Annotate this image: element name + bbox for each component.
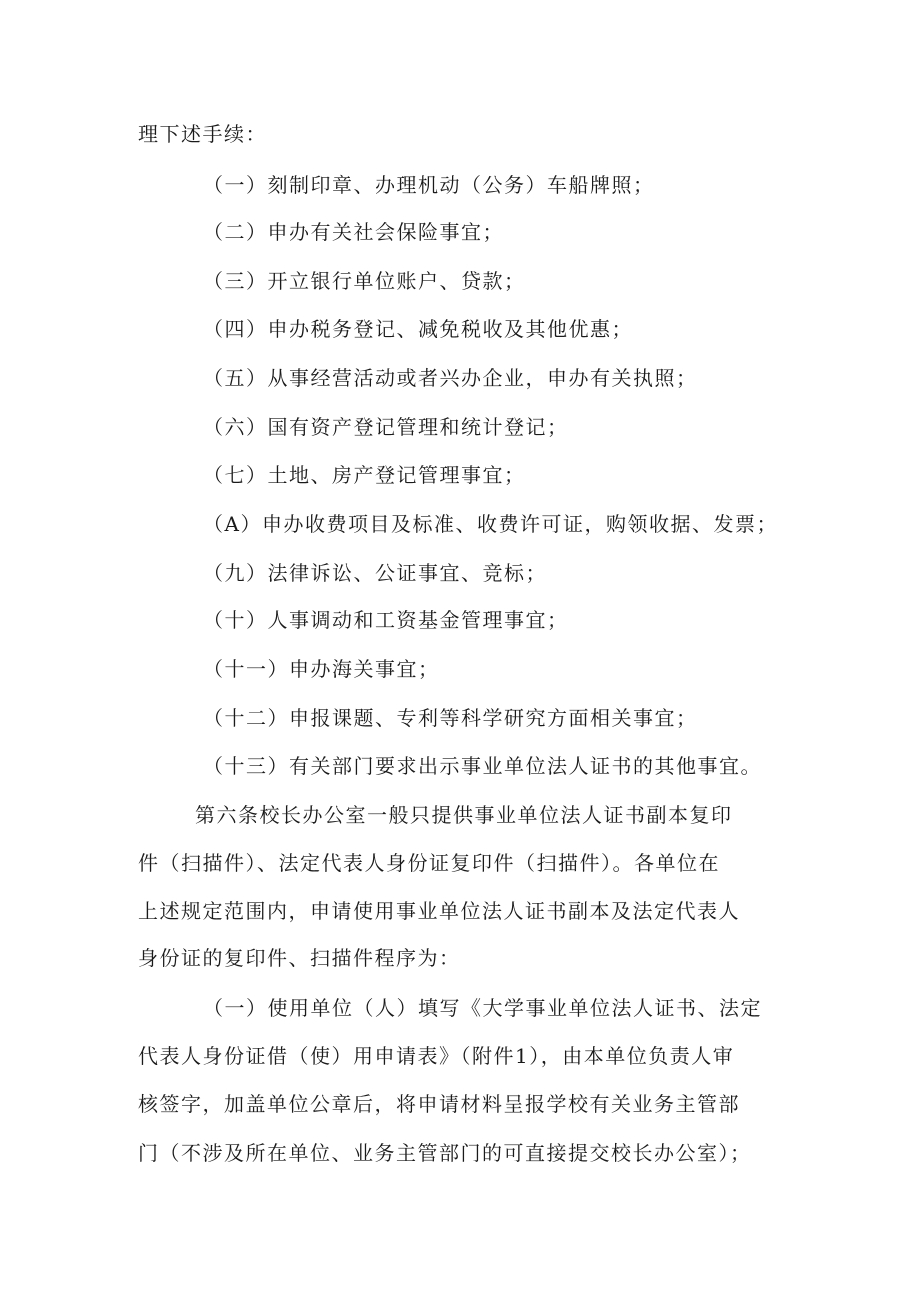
- article-six-line-2: 件（扫描件）、法定代表人身份证复印件（扫描件）。各单位在: [138, 851, 720, 875]
- list-item-11: （十一）申办海关事宜；: [203, 657, 440, 681]
- article-six-line-4: 身份证的复印件、扫描件程序为：: [138, 946, 461, 970]
- list-item-1: （一）刻制印章、办理机动（公务）车船牌照；: [203, 173, 655, 197]
- list-item-7: （七）土地、房产登记管理事宜；: [203, 463, 526, 487]
- procedure-line-3: 核签字，加盖单位公章后，将申请材料呈报学校有关业务主管部: [138, 1092, 740, 1116]
- list-item-8: （A）申办收费项目及标准、收费许可证，购领收据、发票；: [203, 512, 778, 536]
- procedure-line-4: 门（不涉及所在单位、业务主管部门的可直接提交校长办公室）；: [138, 1141, 752, 1165]
- list-item-2: （二）申办有关社会保险事宜；: [203, 220, 504, 244]
- list-item-12: （十二）申报课题、专利等科学研究方面相关事宜；: [203, 706, 698, 730]
- list-item-9: （九）法律诉讼、公证事宜、竞标；: [203, 561, 547, 585]
- list-item-6: （六）国有资产登记管理和统计登记；: [203, 415, 569, 439]
- procedure-line-1: （一）使用单位（人）填写《大学事业单位法人证书、法定: [203, 996, 762, 1020]
- list-item-3: （三）开立银行单位账户、贷款；: [203, 269, 526, 293]
- list-item-13: （十三）有关部门要求出示事业单位法人证书的其他事宜。: [203, 754, 762, 778]
- list-item-5: （五）从事经营活动或者兴办企业，申办有关执照；: [203, 366, 698, 390]
- continuation-line: 理下述手续：: [138, 122, 267, 146]
- procedure-line-2: 代表人身份证借（使）用申请表》（附件1），由本单位负责人审: [138, 1044, 735, 1068]
- article-six-line-1: 第六条校长办公室一般只提供事业单位法人证书副本复印: [195, 803, 733, 827]
- list-item-10: （十）人事调动和工资基金管理事宜；: [203, 608, 569, 632]
- list-item-4: （四）申办税务登记、减免税收及其他优惠；: [203, 317, 633, 341]
- article-six-line-3: 上述规定范围内，申请使用事业单位法人证书副本及法定代表人: [138, 899, 740, 923]
